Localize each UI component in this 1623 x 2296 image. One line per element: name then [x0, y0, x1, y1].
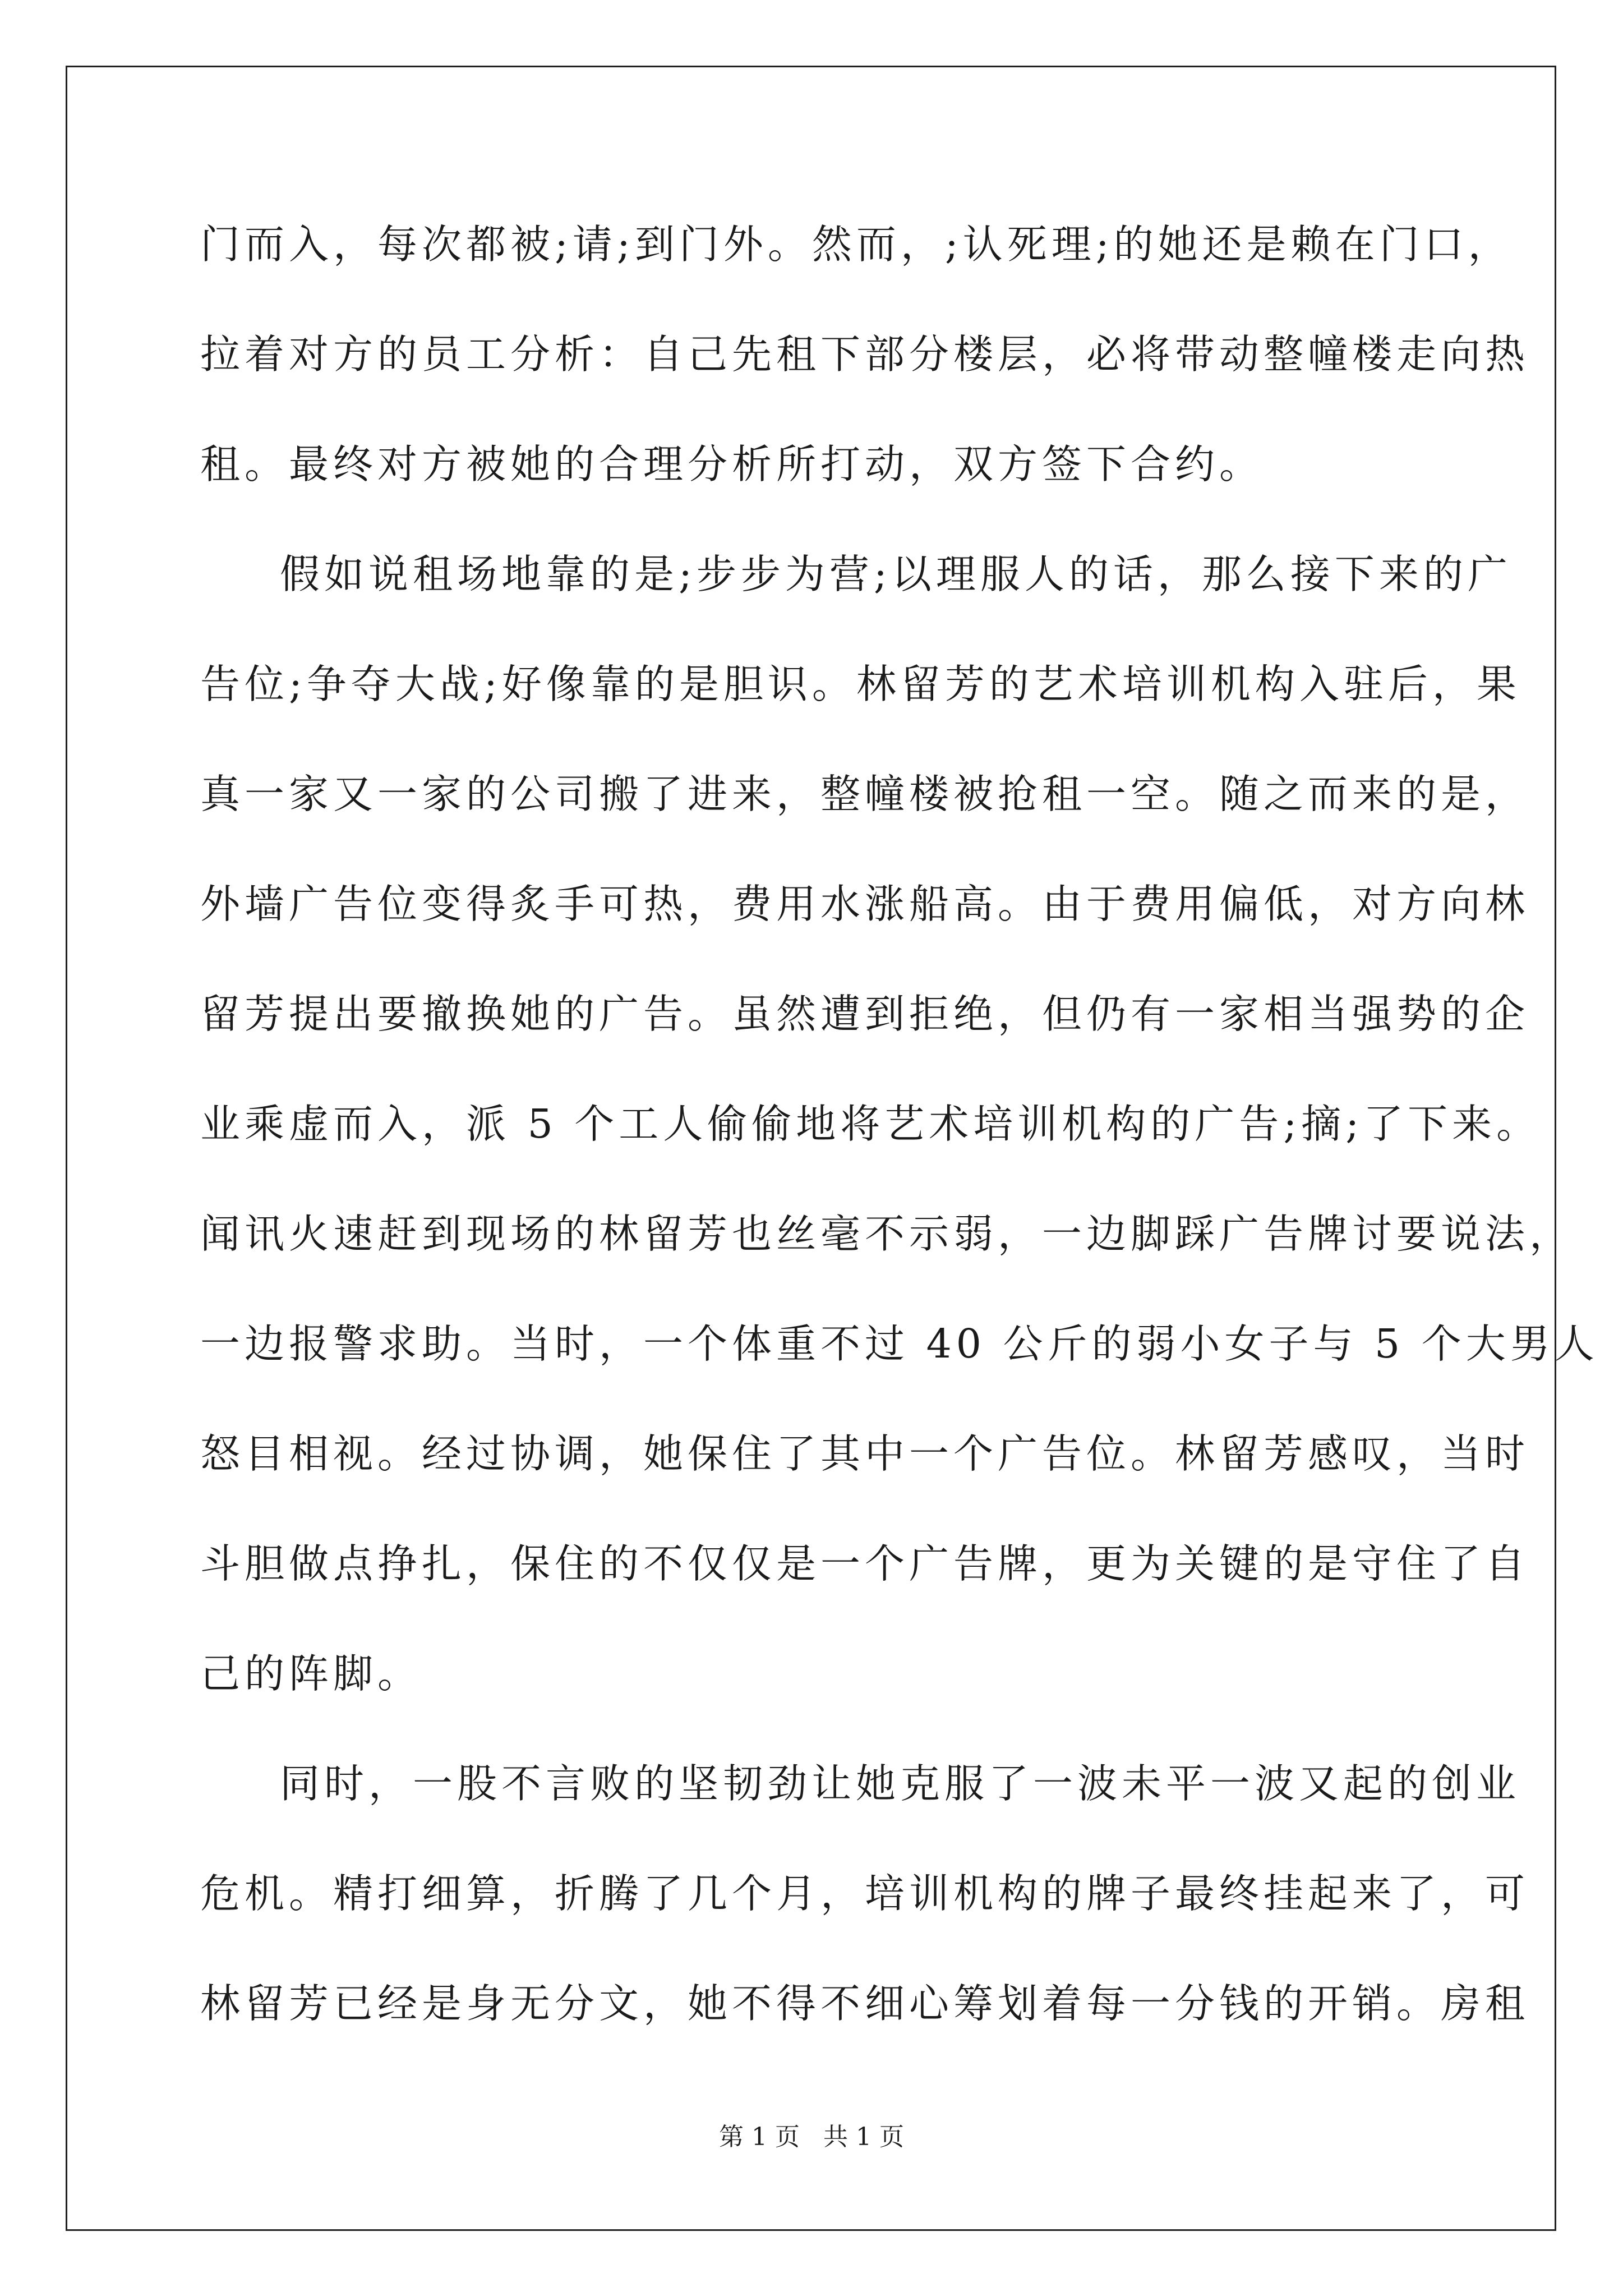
text-line-4: 假如说租场地靠的是;步步为营;以理服人的话，那么接下来的广 [280, 551, 1512, 597]
text-line-2: 拉着对方的员工分析：自己先租下部分楼层，必将带动整幢楼走向热 [200, 331, 1530, 378]
text-line-1: 门而入，每次都被;请;到门外。然而，;认死理;的她还是赖在门口， [200, 221, 1513, 268]
document-body [200, 190, 1599, 2059]
text-line-8: 留芳提出要撤换她的广告。虽然遭到拒绝，但仍有一家相当强势的企 [200, 991, 1530, 1037]
text-line-11: 一边报警求助。当时，一个体重不过 40 公斤的弱小女子与 5 个大男人 [200, 1320, 1599, 1367]
text-line-16: 危机。精打细算，折腾了几个月，培训机构的牌子最终挂起来了，可 [200, 1870, 1530, 1917]
text-line-10: 闻讯火速赶到现场的林留芳也丝毫不示弱，一边脚踩广告牌讨要说法， [200, 1211, 1574, 1257]
text-line-14: 己的阵脚。 [200, 1650, 422, 1697]
text-line-3: 租。最终对方被她的合理分析所打动，双方签下合约。 [200, 441, 1264, 487]
text-line-15: 同时，一股不言败的坚韧劲让她克服了一波未平一波又起的创业 [280, 1760, 1521, 1807]
text-line-12: 怒目相视。经过协调，她保住了其中一个广告位。林留芳感叹，当时 [200, 1430, 1530, 1477]
text-line-17: 林留芳已经是身无分文，她不得不细心筹划着每一分钱的开销。房租 [200, 1980, 1530, 2027]
text-line-9: 业乘虚而入，派 5 个工人偷偷地将艺术培训机构的广告;摘;了下来。 [200, 1101, 1541, 1147]
text-line-13: 斗胆做点挣扎，保住的不仅仅是一个广告牌，更为关键的是守住了自 [200, 1540, 1530, 1587]
text-line-5: 告位;争夺大战;好像靠的是胆识。林留芳的艺术培训机构入驻后，果 [200, 661, 1521, 707]
text-line-7: 外墙广告位变得炙手可热，费用水涨船高。由于费用偏低，对方向林 [200, 881, 1530, 927]
text-line-6: 真一家又一家的公司搬了进来，整幢楼被抢租一空。随之而来的是， [200, 771, 1530, 817]
page-footer: 第 1 页 共 1 页 [719, 2123, 904, 2151]
